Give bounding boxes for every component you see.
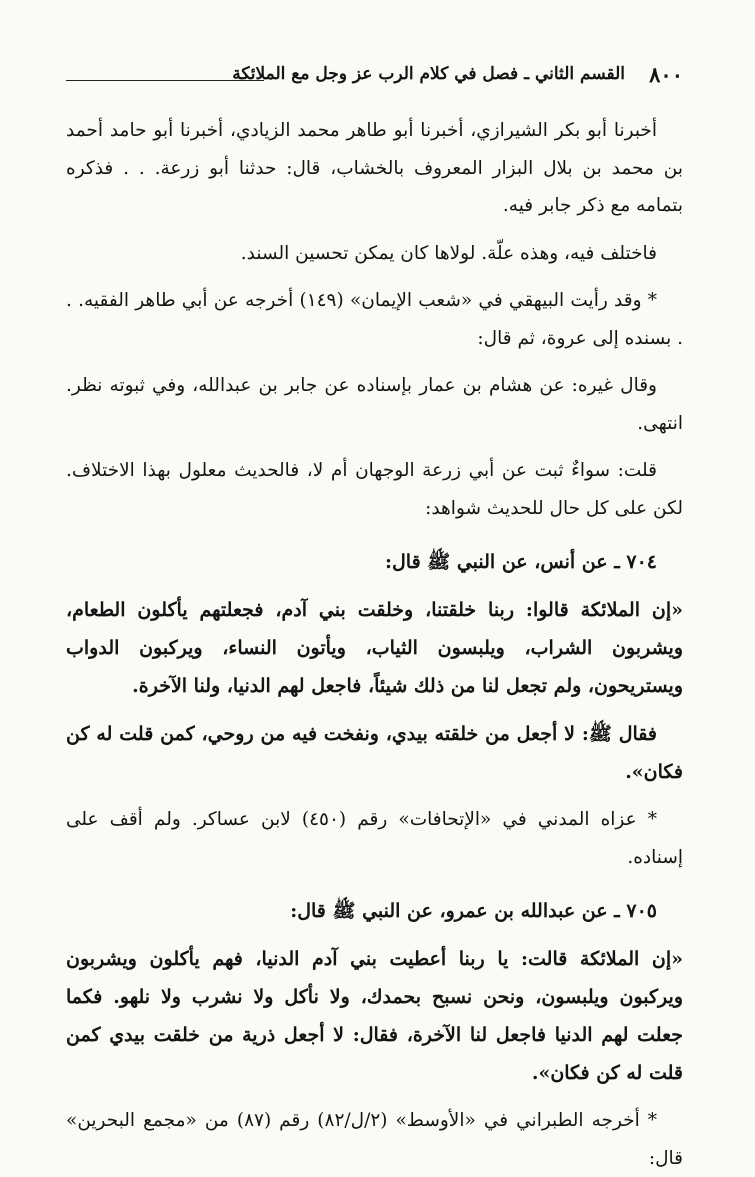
header-rule — [66, 80, 264, 81]
paragraph-isnad: أخبرنا أبو بكر الشيرازي، أخبرنا أبو طاهر محمد الزيادي، أخبرنا أبو حامد أحمد بن محمد بن بلال البزار المعروف بالخشاب، قال: حدثنا أبو زرعة. . . فذكره بتمامه مع ذكر جابر فيه. — [66, 120, 683, 216]
paragraph-bayhaqi: * وقد رأيت البيهقي في «شعب الإيمان» (١٤٩) أخرجه عن أبي طاهر الفقيه. . . بسنده إلى عروة، ثم قال: — [66, 290, 683, 349]
takhrij-704: * عزاه المدني في «الإتحافات» رقم (٤٥٠) لابن عساكر. ولم أقف على إسناده. — [66, 809, 683, 868]
hadith-705-heading: ٧٠٥ ـ عن عبدالله بن عمرو، عن النبي ﷺ قال: — [290, 900, 657, 922]
paragraph-qultu: قلت: سواءٌ ثبت عن أبي زرعة الوجهان أم لا، فالحديث معلول بهذا الاختلاف. لكن على كل حال للحديث شواهد: — [66, 460, 683, 519]
hadith-705-text: «إن الملائكة قالت: يا ربنا أعطيت بني آدم الدنيا، فهم يأكلون ويشربون ويركبون ويلبسون، ونحن نسبح بحمدك، ولا نأكل ولا نشرب ولا نلهو. فكما جعلت لهم الدنيا فاجعل لنا الآخرة، فقال: لا أجعل ذرية من خلقت بيدي كمن قلت له كن فكان». — [66, 948, 683, 1084]
paragraph-illah: فاختلف فيه، وهذه علّة. لولاها كان يمكن تحسين السند. — [240, 242, 657, 264]
hadith-704-text: «إن الملائكة قالوا: ربنا خلقتنا، وخلقت بني آدم، فجعلتهم يأكلون الطعام، ويشربون الشراب، ويلبسون الثياب، ويأتون النساء، ويركبون الدواب ويستريحون، ولم تجعل لنا من ذلك شيئاً، فاجعل لهم الدنيا، ولنا الآخرة. — [66, 599, 683, 697]
takhrij-705: * أخرجه الطبراني في «الأوسط» (٢/ل/٨٢) رقم (٨٧) من «مجمع البحرين» قال: — [66, 1110, 683, 1169]
paragraph-hisham: وقال غيره: عن هشام بن عمار بإسناده عن جابر بن عبدالله، وفي ثبوته نظر. انتهى. — [66, 375, 683, 434]
hadith-704-heading: ٧٠٤ ـ عن أنس، عن النبي ﷺ قال: — [384, 551, 657, 573]
hadith-704-reply: فقال ﷺ: لا أجعل من خلقته بيدي، ونفخت فيه من روحي، كمن قلت له كن فكان». — [66, 723, 683, 783]
body-text — [66, 112, 683, 1177]
page-header — [66, 58, 683, 94]
page-number: ٨٠٠ — [649, 62, 683, 87]
running-title: القسم الثاني ـ فصل في كلام الرب عز وجل مع الملائكة — [232, 64, 625, 84]
